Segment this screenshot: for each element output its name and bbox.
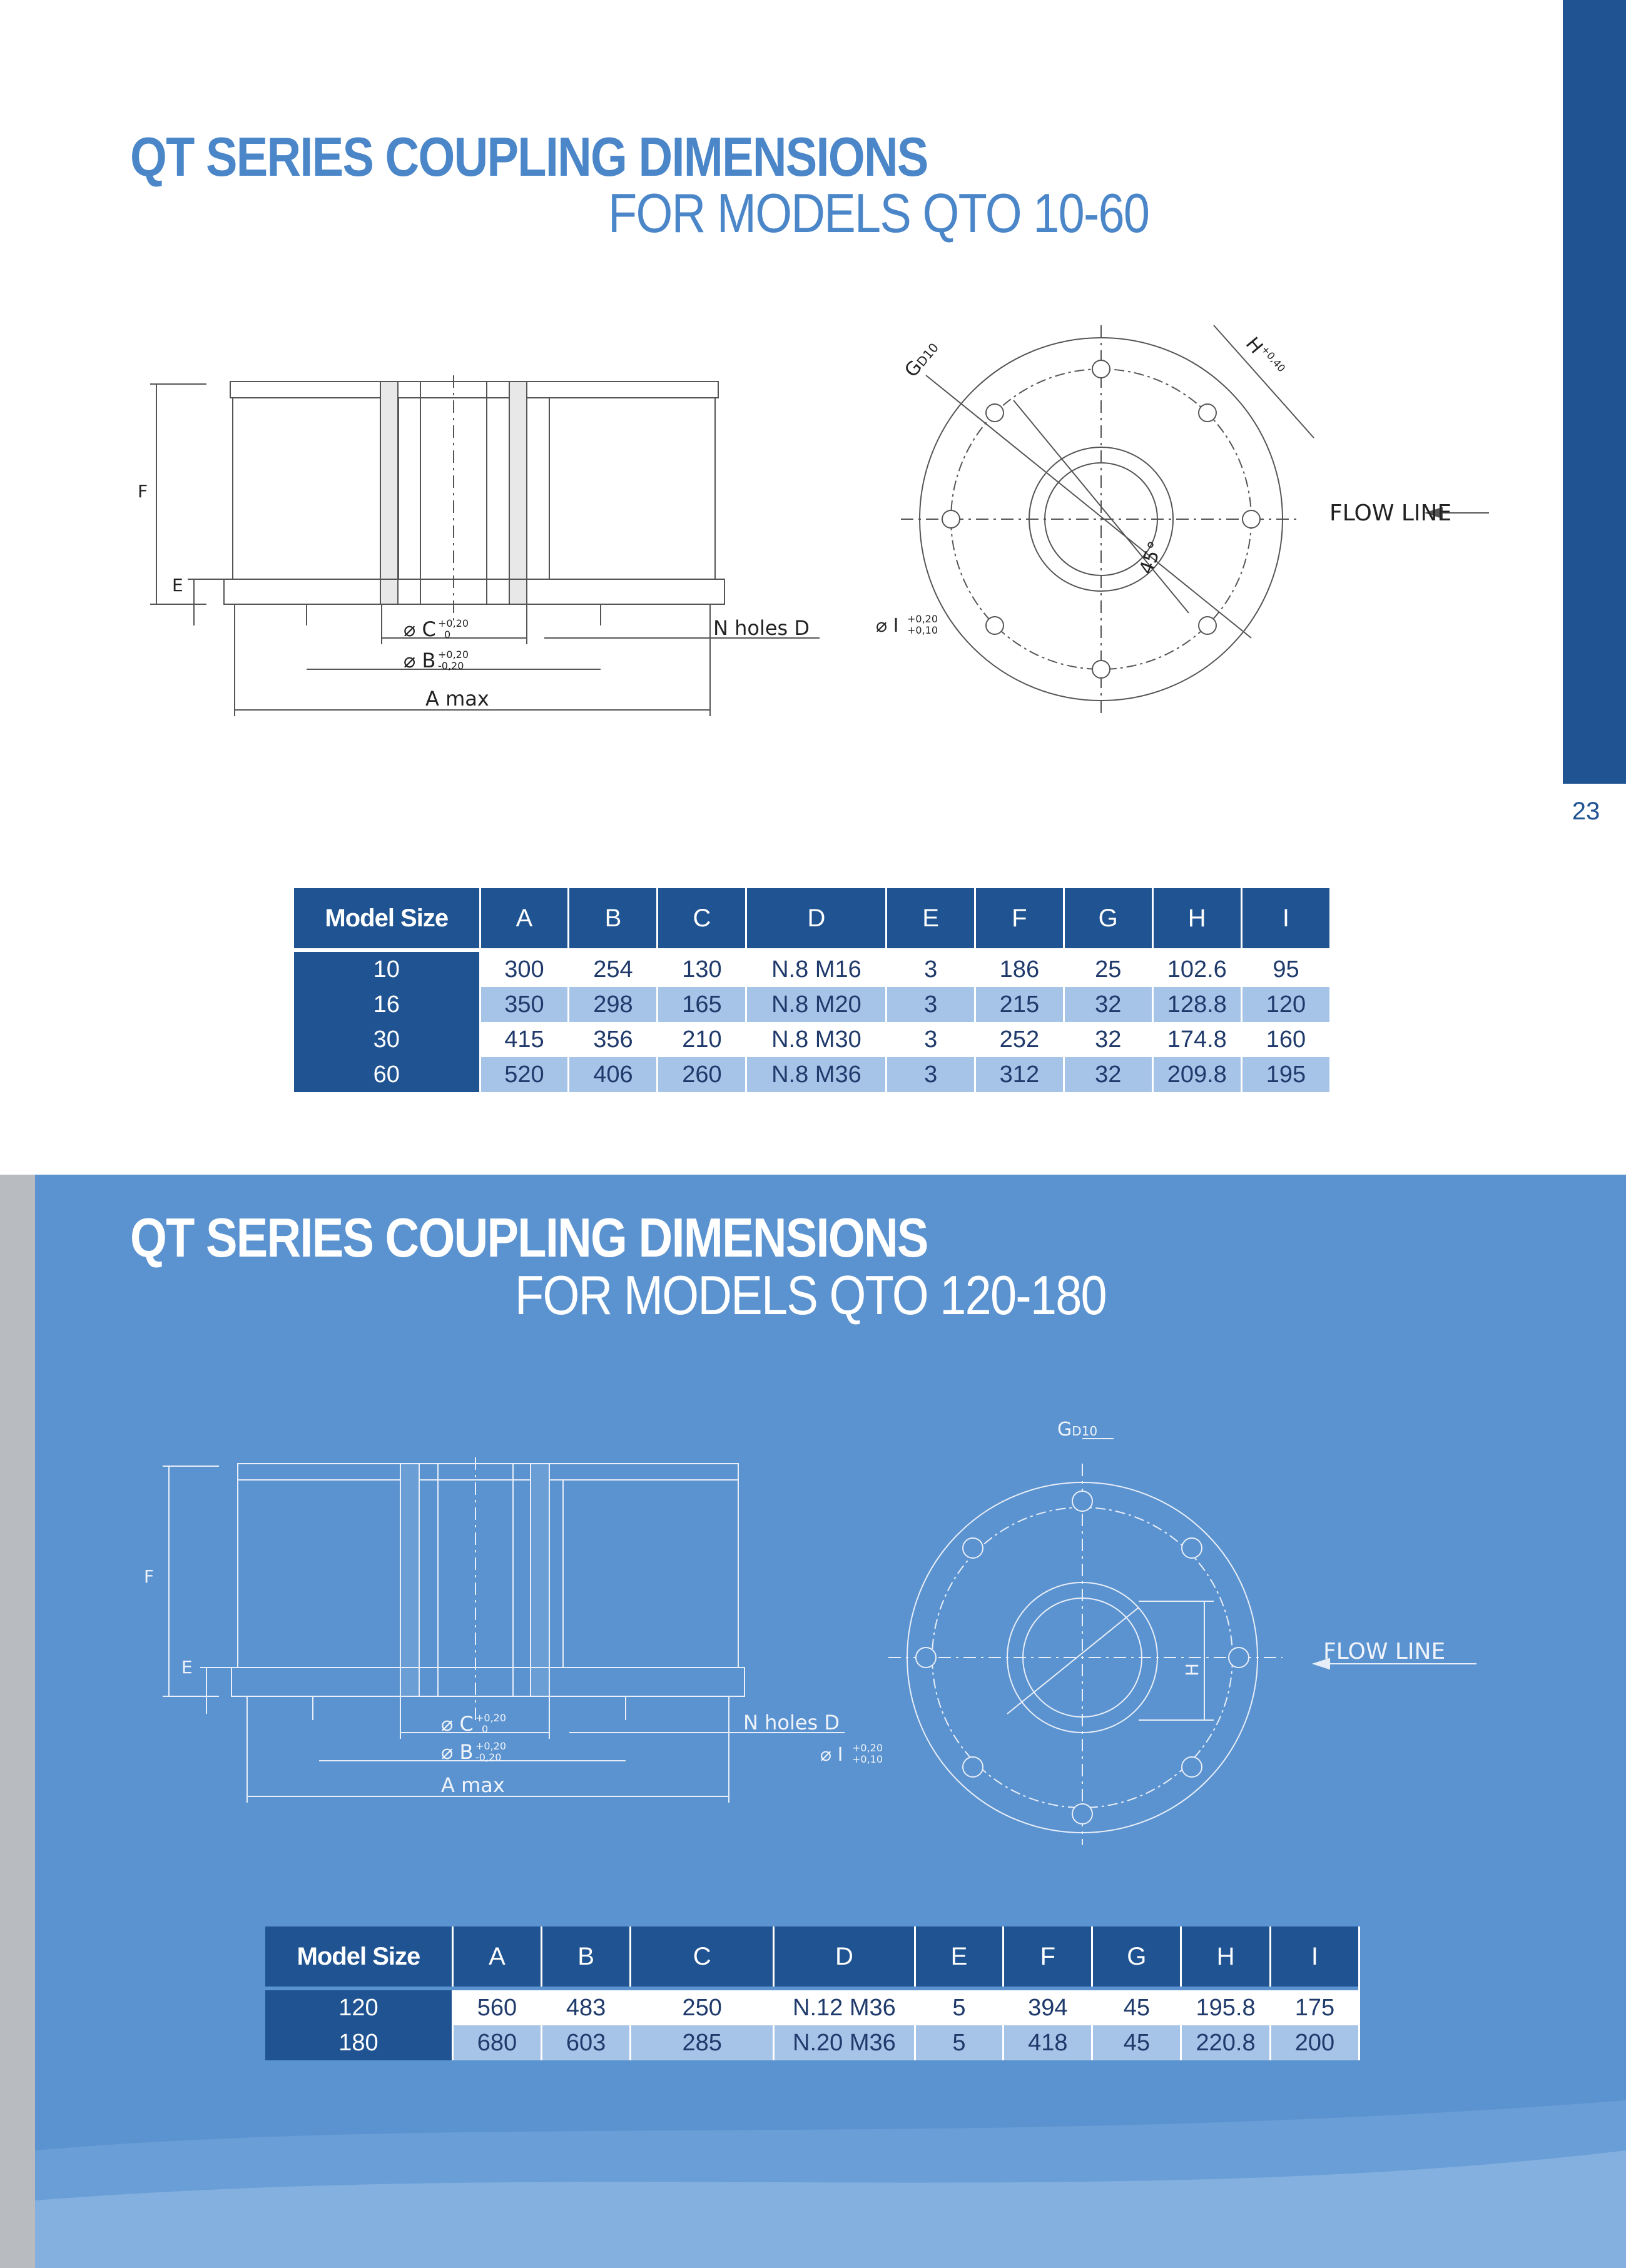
table-row <box>294 987 1331 1022</box>
table-cell: 174.8 <box>1152 1022 1241 1057</box>
table-cell: 175 <box>1270 1990 1359 2025</box>
table-cell: N.8 M20 <box>746 987 887 1022</box>
table-cell: 285 <box>631 2025 774 2060</box>
header-b: B <box>569 888 658 948</box>
header-e: E <box>915 1926 1004 1987</box>
table-cell: 483 <box>541 1990 630 2025</box>
header-d: D <box>746 888 887 948</box>
table-header-row <box>294 888 1331 948</box>
section2-subtitle: FOR MODELS QTO 120-180 <box>515 1264 1106 1326</box>
table-cell: 209.8 <box>1152 1057 1241 1092</box>
table-cell: 128.8 <box>1152 987 1241 1022</box>
table-cell: 300 <box>480 952 569 987</box>
table-cell: 25 <box>1064 952 1152 987</box>
table-cell: 60 <box>294 1057 480 1092</box>
table-header-row <box>265 1926 1359 1987</box>
c-label: ⌀ C <box>404 617 436 641</box>
header-b: B <box>541 1926 630 1987</box>
header-i: I <box>1241 888 1330 948</box>
section2-title: QT SERIES COUPLING DIMENSIONS <box>130 1207 928 1268</box>
svg-text:0: 0 <box>482 1723 489 1735</box>
b-label: ⌀ B <box>404 649 436 672</box>
svg-text:+0,20: +0,20 <box>438 649 469 661</box>
section2-front-view-drawing <box>820 1420 1508 1845</box>
table-cell: 406 <box>569 1057 658 1092</box>
section1-dimensions-table <box>294 888 1331 1092</box>
table-cell: 220.8 <box>1181 2025 1270 2060</box>
section1-subtitle: FOR MODELS QTO 10-60 <box>608 182 1149 244</box>
table-cell: N.8 M30 <box>746 1022 887 1057</box>
header-f: F <box>975 888 1064 948</box>
table-cell: 180 <box>265 2025 452 2060</box>
table-cell: 160 <box>1241 1022 1330 1057</box>
section2-side-view-drawing <box>138 1445 888 1808</box>
svg-text:E: E <box>172 575 183 595</box>
left-gray-strip <box>0 1175 35 2268</box>
table-cell: 312 <box>975 1057 1064 1092</box>
svg-text:A max: A max <box>441 1773 505 1797</box>
svg-text:45°: 45° <box>1135 538 1167 577</box>
section1-front-view-drawing <box>863 313 1520 738</box>
table-cell: 10 <box>294 952 480 987</box>
svg-text:F: F <box>144 1566 155 1587</box>
svg-text:-0,20: -0,20 <box>438 660 464 672</box>
svg-text:-0,20: -0,20 <box>475 1751 502 1763</box>
svg-text:A max: A max <box>425 687 489 711</box>
header-e: E <box>887 888 975 948</box>
table-cell: 130 <box>658 952 746 987</box>
svg-text:H+0,40: $H^{+0,40}$ <box>1241 333 1288 375</box>
svg-text:N holes D: N holes D <box>713 616 810 640</box>
table-cell: 165 <box>658 987 746 1022</box>
table-cell: 5 <box>915 2025 1004 2060</box>
table-cell: 45 <box>1092 1990 1181 2025</box>
table-cell: N.20 M36 <box>774 2025 915 2060</box>
table-cell: N.8 M16 <box>746 952 887 987</box>
svg-text:⌀ C: ⌀ C <box>441 1712 474 1736</box>
table-cell: 260 <box>658 1057 746 1092</box>
header-c: C <box>631 1926 774 1987</box>
table-cell: 102.6 <box>1152 952 1241 987</box>
header-model-size: Model Size <box>265 1926 452 1987</box>
table-cell: 603 <box>541 2025 630 2060</box>
svg-text:H: H <box>1182 1663 1202 1676</box>
table-cell: 195.8 <box>1181 1990 1270 2025</box>
header-d: D <box>774 1926 915 1987</box>
table-cell: 418 <box>1004 2025 1092 2060</box>
table-cell: 415 <box>480 1022 569 1057</box>
header-i: I <box>1270 1926 1359 1987</box>
header-f: F <box>1004 1926 1092 1987</box>
svg-text:+0,20: +0,20 <box>907 613 938 625</box>
side-tab <box>1563 0 1626 784</box>
table-row <box>294 952 1331 987</box>
header-g: G <box>1064 888 1152 948</box>
table-cell: 30 <box>294 1022 480 1057</box>
table-row <box>294 1022 1331 1057</box>
svg-text:GD10: GD10 <box>1057 1420 1098 1440</box>
table-cell: 254 <box>569 952 658 987</box>
table-cell: 32 <box>1064 1022 1152 1057</box>
svg-text:N holes D: N holes D <box>743 1711 840 1734</box>
table-cell: 5 <box>915 1990 1004 2025</box>
svg-text:0: 0 <box>444 629 451 640</box>
svg-text:FLOW LINE: FLOW LINE <box>1329 500 1452 526</box>
table-cell: 120 <box>265 1990 452 2025</box>
table-cell: 250 <box>631 1990 774 2025</box>
table-cell: 520 <box>480 1057 569 1092</box>
svg-text:+0,10: +0,10 <box>907 624 938 636</box>
table-cell: 215 <box>975 987 1064 1022</box>
svg-text:FLOW LINE: FLOW LINE <box>1323 1639 1446 1664</box>
header-h: H <box>1181 1926 1270 1987</box>
table-cell: 356 <box>569 1022 658 1057</box>
table-cell: 95 <box>1241 952 1330 987</box>
svg-text:+0,20: +0,20 <box>852 1742 883 1754</box>
svg-text:+0,20: +0,20 <box>475 1740 507 1752</box>
page-number: 23 <box>1572 797 1600 825</box>
table-cell: 252 <box>975 1022 1064 1057</box>
table-cell: 32 <box>1064 987 1152 1022</box>
table-cell: 560 <box>452 1990 541 2025</box>
table-cell: 3 <box>887 952 975 987</box>
table-cell: 200 <box>1270 2025 1359 2060</box>
table-cell: 186 <box>975 952 1064 987</box>
header-g: G <box>1092 1926 1181 1987</box>
table-row <box>265 2025 1359 2060</box>
table-cell: 680 <box>452 2025 541 2060</box>
table-cell: 298 <box>569 987 658 1022</box>
svg-text:GD10: GD10 <box>900 340 942 382</box>
table-cell: 394 <box>1004 1990 1092 2025</box>
table-cell: 16 <box>294 987 480 1022</box>
table-cell: 32 <box>1064 1057 1152 1092</box>
table-cell: 45 <box>1092 2025 1181 2060</box>
svg-text:⌀ B: ⌀ B <box>441 1740 474 1764</box>
table-cell: 3 <box>887 987 975 1022</box>
svg-text:⌀ I: ⌀ I <box>820 1744 843 1766</box>
header-h: H <box>1152 888 1241 948</box>
table-row <box>265 1990 1359 2025</box>
header-c: C <box>658 888 746 948</box>
svg-text:+0,20: +0,20 <box>475 1712 507 1724</box>
table-cell: 120 <box>1241 987 1330 1022</box>
section1-side-view-drawing <box>125 363 845 726</box>
svg-text:+0,20: +0,20 <box>438 617 469 629</box>
table-cell: 3 <box>887 1057 975 1092</box>
table-cell: N.8 M36 <box>746 1057 887 1092</box>
table-cell: N.12 M36 <box>774 1990 915 2025</box>
svg-text:E: E <box>181 1657 193 1678</box>
section2-dimensions-table <box>265 1926 1360 2060</box>
svg-text:+0,10: +0,10 <box>852 1753 883 1765</box>
table-row <box>294 1057 1331 1092</box>
svg-text:F: F <box>138 481 148 502</box>
table-cell: 195 <box>1241 1057 1330 1092</box>
table-cell: 350 <box>480 987 569 1022</box>
header-model-size: Model Size <box>294 888 480 948</box>
header-a: A <box>452 1926 541 1987</box>
table-cell: 3 <box>887 1022 975 1057</box>
section1-title: QT SERIES COUPLING DIMENSIONS <box>130 126 928 188</box>
header-a: A <box>480 888 569 948</box>
svg-text:⌀ I: ⌀ I <box>876 615 899 637</box>
table-cell: 210 <box>658 1022 746 1057</box>
